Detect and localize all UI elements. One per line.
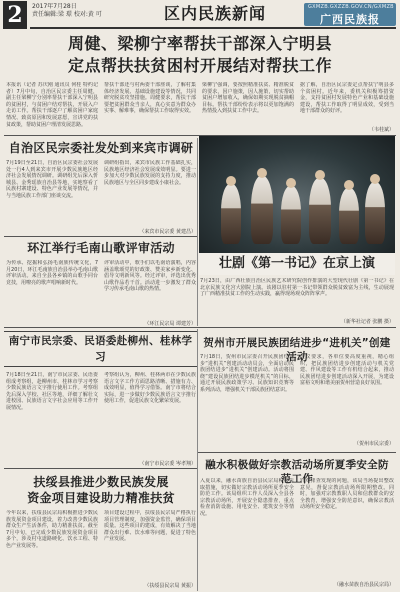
lead-column-3: 梁柳宁强调，要按照精准扶贫、精准脱贫的要求，因户施策，因人施策，切实帮助贫困户增加收入，确保如期实现脱贫摘帽目标。帮扶干部纷纷表示将以更加饱满的热情投入到扶贫工作中去。 [202,82,294,115]
rongshui-headline: 融水积极做好宗教活动场所夏季安全防范工作 [205,459,389,485]
paper-name: 广西民族报 [320,13,380,26]
page-number: 2 [3,1,27,29]
song-headline: 环江举行毛南山歌评审活动 [27,241,175,255]
chongzuo-byline: （扶绥县民宗局 黄振） [144,583,196,589]
section-title: 区内民族新闻 [163,4,266,23]
lead-column-4: 据了解，自治区民宗委定点帮扶宁明县多个贫困村。近年来，委机关积极筹措资金，支持贫困村发展特色产业和基础设施建设，帮扶工作取得了明显成效，受到当地干部群众的好评。 [300,82,394,115]
editor-credits: 责任编辑:梁 璟 校对:黄 可 [32,11,102,18]
stage-performance-photo [199,136,395,253]
paper-logo [304,3,396,26]
chongzuo-column-2: 项目建设过程中，扶绥县民宗局严格执行项目管理制度，加强资金监管，确保项目质量。这些项目的建成，有效解决了当地群众出行难、饮水难等问题，促进了特色产业发展。 [104,510,196,543]
liuzhou-headline-line1: 南宁市民宗委、民语委赴柳州、桂林学习 [8,335,193,363]
chongzuo-column-1: 今年以来，扶绥县民宗局积极推进少数民族发展资金项目建设，着力改善少数民族群众生产生活条件，助力精准扶贫。截至7月中旬，已完成少数民族发展资金项目多个，涉及村屯道路硬化、饮水工程、特色产业发展等。 [6,510,98,549]
performer-figure [251,176,273,244]
chongzuo-headline-line2: 资金项目建设助力精准扶贫 [27,491,175,505]
lead-column-1: 本报讯（记者 苏庆刚 通讯员 何桂 特约记者）7月中旬，自治区民宗委主任周健，副主任梁柳宁分别率帮扶干部深入宁明县的贫困村，与贫困户结对帮扶，开展入户走访工作。帮扶干部逐户了解贫困户家庭情况、致贫原因和发展意愿，宣讲党的扶贫政策，帮助贫困户理清发展思路。 [6,82,98,128]
hezhou-headline: 贺州市开展民族团结进步“进机关”创建活动 [203,337,391,363]
chongzuo-headline [6,474,196,506]
dateline [32,3,142,19]
liuzhou-column-1: 7月18日至21日，南宁市民宗委、民语委组成考察组，赴柳州市、桂林市学习考察少数民族语言文字推行使用工作。考察组先后深入学校、社区等地，详细了解壮文进校园、民族语言文字社会应用等工作开展情况。 [6,372,98,411]
photo-title: 壮剧《第一书记》在京上演 [199,253,395,275]
performer-figure [309,178,331,244]
lead-headline-line1: 周健、梁柳宁率帮扶干部深入宁明县 [67,34,332,53]
rongshui-byline: （融水苗族自治县民宗局） [333,582,394,588]
hezhou-column-1: 7月18日，贺州市民宗委召开民族团结进步“进机关”创建活动动员会，全面启动民族团结进步“进机关”创建活动。活动将围绕“建设民族团结进步模范机关”的目标，通过开展民族政策学习、民族知识竞赛等系列活动，增强机关干部民族团结意识。 [200,354,294,393]
survey-byline: （来宾市民宗委 黄建昌） [139,229,196,235]
survey-column-2: 调研组指出，来宾市民族工作基础扎实，民族地区经济社会发展成效明显。要进一步加大对少数民族发展的支持力度，推动民族地区与全区同步建成小康社会。 [104,160,196,186]
lead-byline: （韦桂斌） [368,127,394,133]
liuzhou-byline: （南宁市民宗委 岑孝翔） [139,461,196,467]
song-column-2: 评审活动中，歌手们以毛南语演唱，内容涵盖歌颂党的好政策、赞美家乡新变化、倡导文明新风等。经过评审，评选出优秀山歌作品若干首。活动进一步激发了群众学习传承毛南山歌的热情。 [104,260,196,293]
lead-headline-line2: 定点帮扶扶贫困村开展结对帮扶工作 [67,56,332,75]
performer-figure [281,186,301,244]
column-divider [197,138,198,326]
rongshui-column-1: 入夏以来，融水苗族自治县民宗局积极采取措施，切实做好宗教活动场所夏季安全防范工作。该局组织工作人员深入全县各宗教活动场所，开展安全隐患排查，重点检查消防设施、用电安全、建筑安全等情况。 [200,478,294,517]
issue-date: 2017年7月28日 [32,3,77,10]
divider [198,452,396,453]
lead-column-2: 帮扶干部还与村两委干部座谈，了解村集体经济发展、基础设施建设等情况，共同研究脱贫攻坚措施。周健要求，帮扶干部要把贫困群众当亲人，真心实意为群众办实事、解难事，确保帮扶工作取得实效。 [104,82,196,115]
song-column-1: 为传承、挖掘和弘扬毛南族传统文化，7月20日，环江毛南族自治县举办毛南山歌评审活动。来自全县各乡镇的山歌手同台竞技，用嘹亮的歌声唱响新时代。 [6,260,98,286]
site-url: GXMZB.GXZZB.GOV.CN/GXMZB [308,4,394,10]
performer-figure [365,182,385,244]
performer-figure [221,184,241,244]
divider [4,236,197,237]
photo-caption: 7月23日，由广西壮族自治区民族艺术研究院创作排演的大型现代壮剧《第一书记》在北京民族文化宫大剧院上演。该剧以驻村第一书记带领群众脱贫致富为主线，生动展现了广西精准扶贫工作的生动实践，赢得现场观众阵阵掌声。 [200,278,394,298]
header-rule [30,27,396,29]
divider [4,468,197,469]
song-byline: （环江民宗局 谭建芳） [144,321,196,327]
hezhou-column-2: 会议要求，各单位要高度重视，精心组织，把民族团结进步创建活动与机关党建、作风建设等工作有机结合起来，推动民族团结进步创建活动深入开展，为建设富裕文明和谐美丽贺州营造良好氛围。 [300,354,394,387]
photo-byline: （新华社记者 张鹏 摄） [340,319,394,325]
rongshui-column-2: 针对排查发现的问题，该局当场提出整改意见，督促宗教活动场所限期整改。同时，加强对宗教教职人员和信教群众的安全教育，增强安全防范意识，确保宗教活动场所安全稳定。 [300,478,394,511]
column-divider [197,329,198,591]
performer-figure [339,188,359,244]
survey-column-1: 7月19日至21日，自治区民宗委社会发展处一行4人到来宾市开展少数民族地区经济社会发展情况调研。调研组先后深入忻城县、金秀瑶族自治县等地，实地察看了民族村寨建设、特色产业发展等情况，并与当地民族工作部门座谈交流。 [6,160,98,199]
hezhou-byline: （贺州市民宗委） [353,441,394,447]
survey-headline: 自治区民宗委社发处到来宾市调研 [8,141,194,155]
liuzhou-headline [4,331,197,367]
divider [4,327,396,328]
liuzhou-column-2: 考察组认为，柳州、桂林两市在少数民族语言文字工作方面思路清晰、措施有力、成效明显，值得学习借鉴。南宁市将结合实际，进一步做好少数民族语言文字推行使用工作，促进民族文化繁荣发展。 [104,372,196,405]
chongzuo-headline-line1: 扶绥县推进少数民族发展 [33,475,169,489]
liuzhou-headline-line2 [4,365,197,367]
